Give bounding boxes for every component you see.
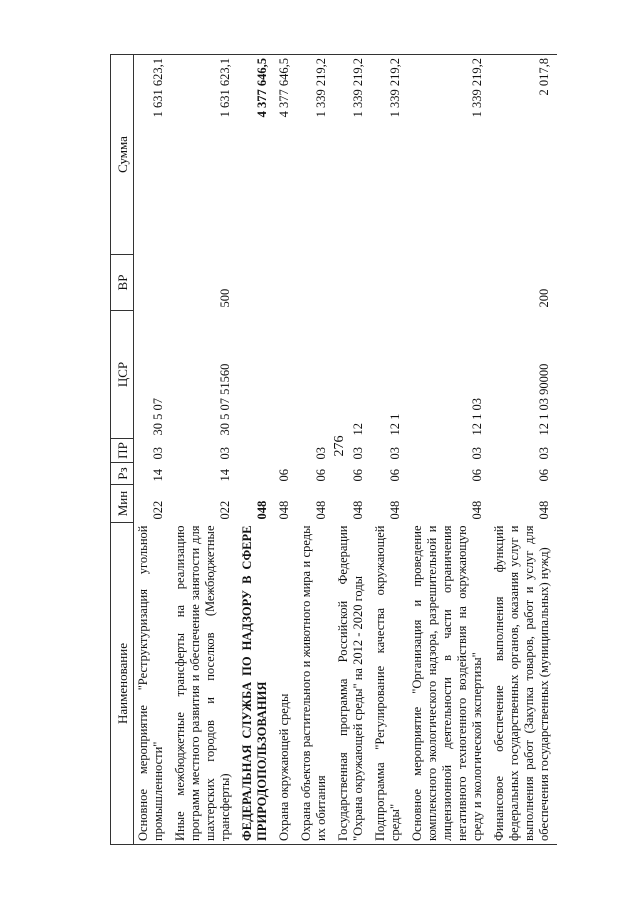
- row-csr: 12 1 03 90000: [537, 363, 551, 436]
- row-name: Охрана объектов растительного и животного мира и среды их обитания: [297, 523, 334, 845]
- table-row: [171, 55, 238, 845]
- row-name: Основное мероприятие "Организация и проведение комплексного экологического надзора, разрешительной и лицензионной деятельности в части ограничения негативного техногенного воздействия на окружающую среду и экологической экспертизы": [408, 523, 490, 845]
- row-sum: 1 339 219,2: [297, 55, 334, 255]
- row-vr: 200: [537, 288, 551, 308]
- row-vr: [408, 255, 490, 311]
- row-min: 048: [470, 500, 484, 520]
- row-rz: 06: [537, 469, 551, 482]
- table-body: [134, 55, 558, 845]
- row-min: 022: [151, 500, 165, 520]
- row-pr: 03: [351, 447, 365, 460]
- table-row: [371, 55, 408, 845]
- row-csr: 12 1: [388, 413, 402, 436]
- row-rz: 14: [151, 469, 165, 482]
- row-sum: 1 339 219,2: [371, 55, 408, 255]
- header-sum: Сумма: [111, 55, 134, 255]
- row-vr: [238, 255, 275, 311]
- row-sum: 2 017,8: [490, 55, 557, 255]
- table-row: [275, 55, 297, 845]
- table-row: [490, 55, 557, 845]
- row-csr: 12: [351, 423, 365, 436]
- row-pr: 03: [151, 447, 165, 460]
- budget-table: [110, 54, 557, 845]
- row-min: 048: [255, 500, 269, 520]
- row-vr: [371, 255, 408, 311]
- row-sum: 4 377 646,5: [238, 55, 275, 255]
- row-min: 048: [537, 500, 551, 520]
- row-sum: 4 377 646,5: [275, 55, 297, 255]
- header-min: Мин: [111, 485, 134, 523]
- row-pr: 03: [218, 447, 232, 460]
- row-csr: 12 1 03: [470, 398, 484, 436]
- table-row: [134, 55, 172, 845]
- row-pr: 03: [388, 447, 402, 460]
- row-name: ФЕДЕРАЛЬНАЯ СЛУЖБА ПО НАДЗОРУ В СФЕРЕ ПРИРОДОПОЛЬЗОВАНИЯ: [238, 523, 275, 845]
- table-row: [408, 55, 490, 845]
- header-name: Наименование: [111, 523, 134, 845]
- page-number: 276: [332, 435, 347, 457]
- row-rz: 06: [351, 469, 365, 482]
- row-sum: 1 339 219,2: [408, 55, 490, 255]
- row-name: Подпрограмма "Регулирование качества окружающей среды": [371, 523, 408, 845]
- row-name: Государственная программа Российской Федерации "Охрана окружающей среды" на 2012 - 2020 годы: [334, 523, 371, 845]
- row-min: 048: [314, 500, 328, 520]
- table-row: [297, 55, 334, 845]
- row-pr: 03: [537, 447, 551, 460]
- rotated-page-content: [110, 55, 630, 845]
- row-vr: [134, 255, 172, 311]
- header-rz: Рз: [111, 463, 134, 485]
- row-pr: [238, 439, 275, 463]
- table-row: [238, 55, 275, 845]
- row-name: Иные межбюджетные трансферты на реализацию программ местного развития и обеспечение занятости для шахтерских городов и поселков (Межбюджетные трансферты): [171, 523, 238, 845]
- row-csr: 30 5 07: [151, 398, 165, 436]
- row-rz: 06: [277, 469, 291, 482]
- row-min: 048: [388, 500, 402, 520]
- row-name: Основное мероприятие "Реструктуризация угольной промышленности": [134, 523, 172, 845]
- row-min: 048: [351, 500, 365, 520]
- row-min: 048: [277, 500, 291, 520]
- row-rz: 06: [388, 469, 402, 482]
- row-csr: [297, 311, 334, 439]
- row-name: Охрана окружающей среды: [275, 523, 297, 845]
- row-csr: [238, 311, 275, 439]
- table-header-row: [111, 55, 134, 845]
- row-sum: 1 631 623,1: [134, 55, 172, 255]
- row-vr: [334, 255, 371, 311]
- row-vr: 500: [218, 288, 232, 308]
- header-csr: ЦСР: [111, 311, 134, 439]
- row-vr: [275, 255, 297, 311]
- row-csr: 30 5 07 51560: [218, 363, 232, 436]
- row-pr: [275, 439, 297, 463]
- row-sum: 1 339 219,2: [334, 55, 371, 255]
- row-rz: 06: [314, 469, 328, 482]
- row-name: Финансовое обеспечение выполнения функций федеральных государственных органов, оказания услуг и выполнения работ (Закупка товаров, работ и услуг для обеспечения государственных (муниципальных) нужд): [490, 523, 557, 845]
- row-csr: [275, 311, 297, 439]
- row-min: 022: [218, 500, 232, 520]
- row-rz: [238, 463, 275, 485]
- row-rz: 14: [218, 469, 232, 482]
- table-row: [334, 55, 371, 845]
- header-vr: ВР: [111, 255, 134, 311]
- row-pr: 03: [314, 447, 328, 460]
- header-pr: ПР: [111, 439, 134, 463]
- row-pr: 03: [470, 447, 484, 460]
- row-rz: 06: [470, 469, 484, 482]
- row-sum: 1 631 623,1: [171, 55, 238, 255]
- row-vr: [297, 255, 334, 311]
